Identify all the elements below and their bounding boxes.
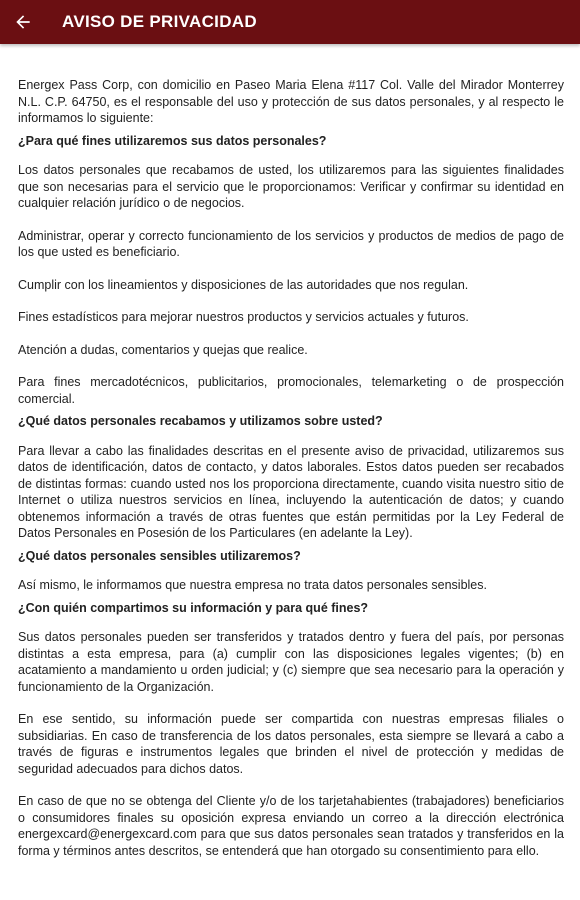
paragraph: En caso de que no se obtenga del Cliente y/o de los tarjetahabientes (trabajadores) beneficiarios o consumidores finales su oposición expresa enviando un correo a la dirección electrónica energexcard@energexcard.com para que sus datos personales sean tratados y transferidos en la forma y términos antes descritos, se entenderá que han otorgado su consentimiento para ello.	[18, 794, 564, 858]
app-bar	[0, 0, 580, 44]
arrow-left-icon	[13, 12, 33, 32]
paragraph: Atención a dudas, comentarios y quejas que realice.	[18, 342, 308, 357]
section-heading-purposes: ¿Para qué fines utilizaremos sus datos personales?	[18, 133, 327, 148]
paragraph: Sus datos personales pueden ser transferidos y tratados dentro y fuera del país, por personas distintas a esta empresa, para (a) cumplir con las disposiciones legales vigentes; (b) en acatamiento a mandamiento u orden judicial; y (c) siempre que sea necesario para la operación y funcionamiento de la Organización.	[18, 630, 564, 694]
page-title: AVISO DE PRIVACIDAD	[62, 12, 257, 31]
paragraph: Cumplir con los lineamientos y disposiciones de las autoridades que nos regulan.	[18, 277, 469, 292]
paragraph: Para fines mercadotécnicos, publicitarios, promocionales, telemarketing o de prospección comercial.	[18, 375, 564, 406]
back-button[interactable]	[0, 0, 46, 44]
section-heading-sensitive-data: ¿Qué datos personales sensibles utilizaremos?	[18, 548, 301, 563]
section-heading-sharing: ¿Con quién compartimos su información y para qué fines?	[18, 600, 369, 615]
section-heading-data-collected: ¿Qué datos personales recabamos y utilizamos sobre usted?	[18, 414, 383, 428]
paragraph: En ese sentido, su información puede ser compartida con nuestras empresas filiales o subsidiarias. En caso de transferencia de los datos personales, esta siempre se llevará a cabo a través de figuras e instrumentos legales que brinden el nivel de protección y medidas de seguridad adecuados para dichos datos.	[18, 712, 564, 776]
paragraph: Para llevar a cabo las finalidades descritas en el presente aviso de privacidad, utilizaremos sus datos de identificación, datos de contacto, y datos laborales. Estos datos pueden ser recabados de distintas formas: cuando usted nos los proporciona directamente, cuando visita nuestro sitio de Internet o utiliza nuestros servicios en línea, incluyendo la autenticación de datos; y cuando obtenemos información a través de otras fuentes que están permitidas por la Ley Federal de Datos Personales en Posesión de los Particulares (en adelante la Ley).	[18, 443, 564, 540]
intro-paragraph: Energex Pass Corp, con domicilio en Paseo Maria Elena #117 Col. Valle del Mirador Monterrey N.L. C.P. 64750, es el responsable del uso y protección de sus datos personales, y al respecto le informamos lo siguiente:	[18, 78, 564, 125]
paragraph: Los datos personales que recabamos de usted, los utilizaremos para las siguientes finalidades que son necesarias para el servicio que le proporcionamos: Verificar y confirmar su identidad en cualquier relación jurídico o de negocios.	[18, 163, 564, 210]
paragraph: Así mismo, le informamos que nuestra empresa no trata datos personales sensibles.	[18, 578, 487, 592]
paragraph: Administrar, operar y correcto funcionamiento de los servicios y productos de medios de pago de los que usted es beneficiario.	[18, 228, 564, 259]
privacy-notice-content	[18, 77, 564, 875]
paragraph: Fines estadísticos para mejorar nuestros productos y servicios actuales y futuros.	[18, 310, 469, 324]
